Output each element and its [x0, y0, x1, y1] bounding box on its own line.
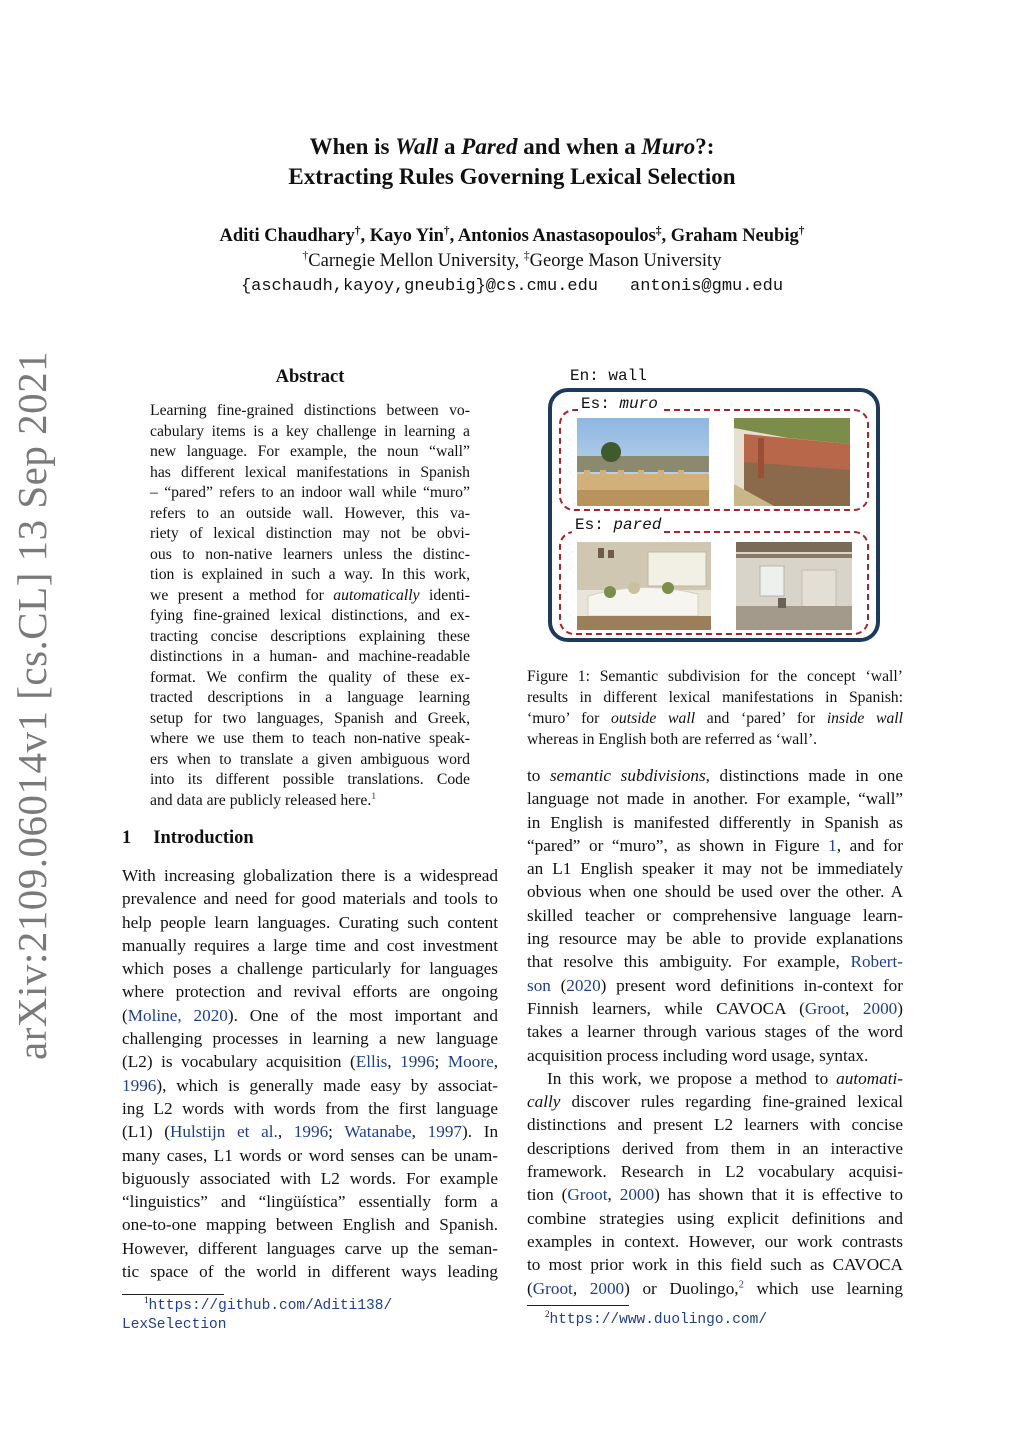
abstract-line: has different lexical manifestations in Spanish [150, 463, 470, 481]
section-heading-introduction: 1 Introduction [122, 828, 254, 848]
body-line: biguously associated with L2 words. For example [122, 1168, 498, 1188]
figure-1 [548, 366, 880, 642]
abstract-line: format. We confirm the quality of these ex- [150, 668, 470, 686]
body-line: (Groot, 2000) or Duolingo,$^2$ which use learning [527, 1278, 903, 1298]
email-cmu: {aschaudh,kayoy,gneubig}@cs.cmu.edu [240, 277, 599, 296]
author-emails [100, 277, 924, 296]
affiliations: †Carnegie Mellon University, ‡George Mason University [302, 249, 722, 271]
abstract-line: ers when to translate a given ambiguous word [150, 750, 470, 768]
body-line: However, different languages carve up the seman- [122, 1238, 498, 1258]
body-line: takes a learner through various stages of the word [527, 1022, 903, 1042]
abstract-line: tracted descriptions in a language learning [150, 689, 470, 706]
abstract-heading: Abstract [275, 367, 345, 387]
abstract-line: refers to an outside wall. However, this va- [150, 504, 470, 522]
body-line: obvious when one should be used over the other. A [527, 882, 903, 902]
email-gmu: antonis@gmu.edu [630, 277, 784, 296]
body-line: help people learn languages. Curating such content [122, 912, 498, 932]
body-line: descriptions derived from them in an interactive [527, 1138, 903, 1158]
body-line: language not made in another. For example, “wall” [527, 789, 903, 809]
photo-empty-room [736, 542, 852, 630]
abstract-line: tion is explained in such a way. In this work, [150, 566, 470, 583]
body-line: to semantic subdivisions, distinctions made in one [527, 766, 903, 785]
figure-1-caption [527, 666, 903, 750]
citation-link[interactable]: Watanabe [344, 1122, 412, 1142]
body-line: framework. Research in L2 vocabulary acquisi- [527, 1162, 903, 1182]
body-line: In this work, we propose a method to automati- [547, 1068, 903, 1088]
body-line: in English is manifested differently in Spanish as [527, 812, 903, 832]
caption-line: whereas in English both are referred as ‘wall’. [527, 731, 818, 748]
body-line: examples in context. However, our work contrasts [527, 1231, 903, 1251]
abstract-line: new language. For example, the noun “wall” [150, 443, 470, 460]
citation-link[interactable]: 2020 [566, 975, 601, 995]
citation-link[interactable]: son [527, 975, 551, 995]
arxiv-side-stamp: arXiv:2109.06014v1 [cs.CL] 13 Sep 2021 [9, 350, 55, 1060]
citation-link[interactable]: Groot [804, 998, 846, 1018]
caption-line: results in different lexical manifestations in Spanish: [527, 689, 903, 706]
body-line: tion (Groot, 2000) has shown that it is effective to [527, 1185, 904, 1205]
caption-line: ‘muro’ for outside wall and ‘pared’ for inside wall [527, 710, 903, 727]
abstract-line: we present a method for automatically identi- [150, 586, 471, 604]
body-line: manually requires a large time and cost investment [122, 935, 498, 955]
label-es-muro: Es: muro [578, 395, 661, 413]
body-line: an L1 English speaker it may not be immediately [527, 859, 903, 879]
body-line: ing resource may be able to provide explanations [527, 929, 903, 949]
footnote-2: $^2$https://www.duolingo.com/ [545, 1309, 768, 1328]
citation-link[interactable]: 2000 [862, 998, 898, 1018]
author-list: Aditi Chaudhary†, Kayo Yin†, Antonios Anastasopoulos‡, Graham Neubig† [219, 224, 805, 246]
body-line: skilled teacher or comprehensive language learn- [527, 905, 903, 925]
body-line: With increasing globalization there is a widespread [122, 866, 498, 885]
footnote-rule-left [122, 1294, 224, 1295]
body-line: distinctions and present L2 learners with concise [527, 1115, 903, 1135]
abstract-line: and data are publicly released here.$^1$ [150, 790, 377, 809]
body-line: (L1) (Hulstijn et al., 1996; Watanabe, 1997). In [122, 1122, 499, 1142]
photo-city-wall [577, 418, 709, 506]
body-line: Finnish learners, while CAVOCA (Groot, 2000) [527, 998, 903, 1018]
footnote-ref-1[interactable]: 1 [371, 790, 377, 802]
citation-link[interactable]: 1996 [122, 1075, 157, 1095]
citation-link[interactable]: Groot [532, 1278, 573, 1298]
body-line: ing L2 words with words from the first language [122, 1098, 498, 1118]
label-en-wall: En: wall [570, 367, 647, 385]
label-es-pared: Es: pared [572, 516, 664, 534]
abstract-line: – “pared” refers to an indoor wall while “muro” [150, 484, 470, 501]
body-line: acquisition process including word usage, syntax. [527, 1045, 869, 1065]
citation-link[interactable]: Moore [447, 1052, 494, 1072]
photo-living-room [577, 542, 711, 630]
body-line: prevalence and need for good materials and tools to [122, 889, 498, 909]
abstract-line: fying fine-grained lexical distinctions, and ex- [150, 607, 470, 624]
footnote-1: $^1$https://github.com/Aditi138/ LexSelection [122, 1295, 393, 1333]
abstract-line: tracting concise descriptions explaining these [150, 627, 470, 645]
body-line: “linguistics” and “lingüística” essentially form a [122, 1192, 498, 1212]
citation-link[interactable]: 2000 [589, 1278, 625, 1298]
photo-garden-wall [734, 418, 850, 506]
body-line: combine strategies using explicit definitions and [527, 1208, 903, 1228]
citation-link[interactable]: 2000 [619, 1185, 655, 1205]
citation-link[interactable]: Moline, 2020 [127, 1005, 228, 1025]
body-line: 1996), which is generally made easy by associat- [122, 1075, 498, 1095]
citation-link[interactable]: 1997 [427, 1122, 463, 1142]
abstract-line: riety of lexical distinction may not be obvi- [150, 525, 470, 542]
body-line: (L2) is vocabulary acquisition (Ellis, 1996; Moore, [122, 1052, 498, 1072]
abstract-line: distinctions in a human- and machine-readable [150, 648, 470, 665]
intro-left-column [122, 864, 498, 1283]
citation-link[interactable]: Robert- [850, 952, 903, 972]
citation-link[interactable]: 1996 [400, 1052, 435, 1072]
citation-link[interactable]: Ellis [355, 1052, 388, 1072]
body-line: where protection and revival efforts are ongoing [122, 982, 498, 1002]
figure-ref-link[interactable]: 1 [828, 835, 837, 855]
abstract-body [150, 401, 470, 811]
body-line: challenging processes in learning a new language [122, 1029, 498, 1049]
abstract-line: ous to non-native learners unless the distinc- [150, 545, 470, 563]
body-line: son (2020) present word definitions in-context for [527, 975, 903, 995]
abstract-line: cabulary items is a key challenge in learning a [150, 422, 470, 440]
body-line: many cases, L1 words or word senses can be unam- [122, 1145, 498, 1165]
body-line: to most prior work in this field such as CAVOCA [527, 1255, 903, 1275]
intro-right-column [527, 764, 903, 1300]
body-line: which poses a challenge particularly for languages [122, 959, 498, 979]
footnote-rule-right [527, 1305, 629, 1306]
body-line: (Moline, 2020). One of the most important and [122, 1005, 498, 1025]
body-line: cally discover rules regarding fine-grained lexical [527, 1092, 903, 1112]
footnote-2-link[interactable]: https://www.duolingo.com/ [549, 1312, 768, 1328]
footnote-1-link-cont[interactable]: LexSelection [122, 1317, 227, 1333]
abstract-line: where we use them to teach non-native speak- [150, 730, 470, 747]
title-line-2: Extracting Rules Governing Lexical Selection [288, 164, 736, 189]
citation-link[interactable]: Groot [567, 1185, 608, 1205]
body-line: that resolve this ambiguity. For example, Robert- [527, 952, 903, 972]
abstract-line: setup for two languages, Spanish and Greek, [150, 709, 470, 727]
footnote-1-link[interactable]: https://github.com/Aditi138/ [148, 1298, 393, 1314]
body-line: tic space of the world in different ways leading [122, 1262, 498, 1282]
body-line: “pared” or “muro”, as shown in Figure 1, and for [527, 835, 904, 855]
citation-link[interactable]: Hulstijn et al. [169, 1122, 278, 1142]
abstract-line: Learning fine-grained distinctions between vo- [150, 402, 470, 419]
title-line-1: When is Wall a Pared and when a Muro?: [309, 134, 715, 159]
footnote-ref-2[interactable]: 2 [738, 1278, 744, 1290]
body-line: one-to-one mapping between English and Spanish. [122, 1215, 498, 1235]
caption-line: Figure 1: Semantic subdivision for the concept ‘wall’ [527, 668, 903, 685]
citation-link[interactable]: 1996 [293, 1122, 329, 1142]
paper-title [150, 132, 874, 192]
abstract-line: into its different possible translations. Code [150, 771, 470, 788]
